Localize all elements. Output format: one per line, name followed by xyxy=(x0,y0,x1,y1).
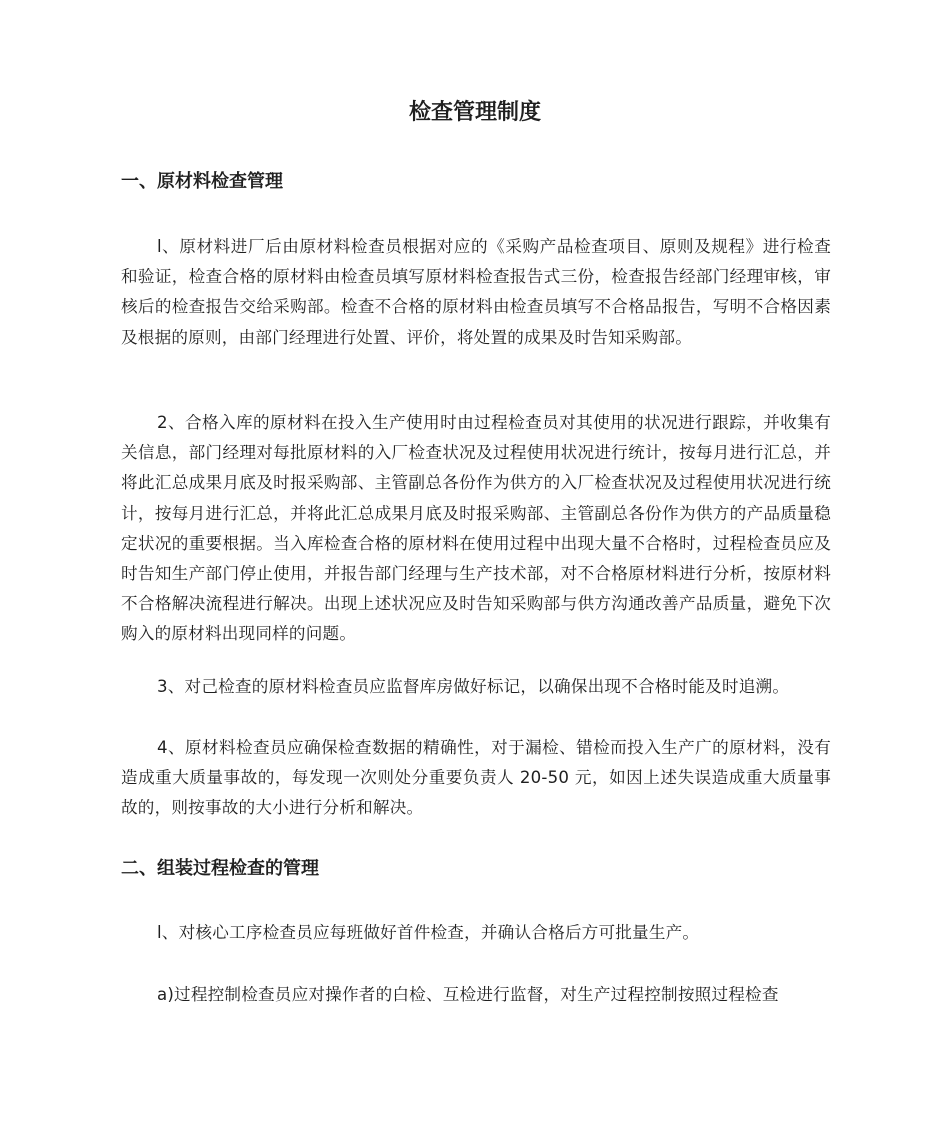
paragraph-raw-material-3: 3、对己检查的原材料检查员应监督库房做好标记，以确保出现不合格时能及时追溯。 xyxy=(157,677,790,696)
paragraph-raw-material-1: l、原材料进厂后由原材料检查员根据对应的《采购产品检查项目、原则及规程》进行检查和验证，检查合格的原材料由检查员填写原材料检查报告式三份，检查报告经部门经理审核，审核后的检查报告交给采购部。检查不合格的原材料由检查员填写不合格品报告，写明不合格因素及根据的原则，由部门经理进行处置、评价，将处置的成果及时告知采购部。 xyxy=(121,237,831,347)
document-title: 检查管理制度 xyxy=(408,100,541,125)
section-heading-assembly: 二、组装过程检查的管理 xyxy=(121,858,319,879)
paragraph-assembly-1: l、对核心工序检查员应每班做好首件检查，并确认合格后方可批量生产。 xyxy=(157,923,700,942)
paragraph-raw-material-2: 2、合格入库的原材料在投入生产使用时由过程检查员对其使用的状况进行跟踪，并收集有关信息，部门经理对每批原材料的入厂检查状况及过程使用状况进行统计，按每月进行汇总，并将此汇总成果月底及时报采购部、主管副总各份作为供方的入厂检查状况及过程使用状况进行统计，按每月进行汇总，并将此汇总成果月底及时报采购部、主管副总各份作为供方的产品质量稳定状况的重要根据。当入库检查合格的原材料在使用过程中出现大量不合格时，过程检查员应及时告知生产部门停止使用，并报告部门经理与生产技术部，对不合格原材料进行分析，按原材料不合格解决流程进行解决。出现上述状况应及时告知采购部与供方沟通改善产品质量，避免下次购入的原材料出现同样的问题。 xyxy=(121,413,831,644)
section-heading-raw-material: 一、原材料检查管理 xyxy=(121,171,283,192)
paragraph-raw-material-4: 4、原材料检查员应确保检查数据的精确性，对于漏检、错检而投入生产广的原材料，没有造成重大质量事故的，每发现一次则处分重要负责人 20-50 元，如因上述失误造成重大质量事故的，则按事故的大小进行分析和解决。 xyxy=(121,738,831,818)
paragraph-assembly-2: a)过程控制检查员应对操作者的白检、互检进行监督，对生产过程控制按照过程检查 xyxy=(157,985,779,1004)
